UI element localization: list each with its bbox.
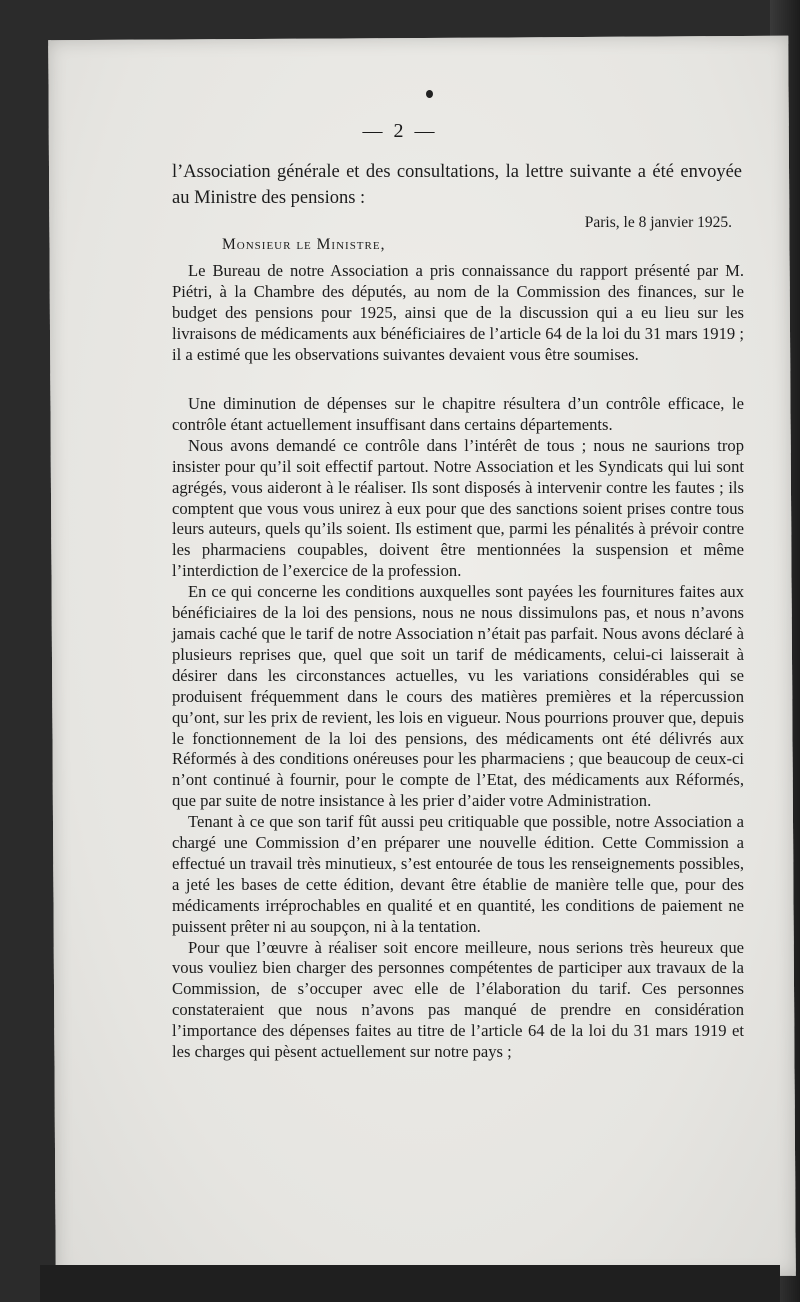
paragraph: En ce qui concerne les conditions auxquelles sont payées les fournitures faites aux bénéficiaires de la loi des pensions, nous ne nous dissimulons pas, et nous n’avons jamais caché que le tarif de notre Association n’était pas parfait. Nous avons déclaré à plusieurs reprises que, quel que soit un tarif de médicaments, celui-ci laisserait à désirer dans les circonstances actuelles, vu les variations considérables qui se produisent fréquemment dans le cours des matières premières et la répercussion qu’ont, sur les prix de revient, les lois en vigueur. Nous pourrions prouver que, depuis le fonctionnement de la loi des pensions, des médicaments ont été délivrés aux Réformés à des conditions onéreuses pour les pharmaciens ; que beaucoup de ceux-ci n’ont continué à fournir, pour le compte de l’Etat, des médicaments aux Réformés, que par suite de notre insistance à les prier d’aider votre Administration. bbox=[172, 582, 744, 811]
page-number: — 2 — bbox=[362, 120, 438, 142]
letter-body-second bbox=[172, 394, 744, 1063]
paragraph: Nous avons demandé ce contrôle dans l’intérêt de tous ; nous ne saurions trop insister pour qu’il soit effectif partout. Notre Association et les Syndicats qui lui sont agrégés, vous aideront à le réaliser. Ils sont disposés à intervenir contre les fautes ; ils comptent que vous vous unirez à eux pour que des sanctions soient prises contre tous leurs auteurs, quels qu’ils soient. Ils estiment que, parmi les pénalités à prévoir contre les pharmaciens coupables, doivent être mentionnées la suspension et même l’interdiction de l’exercice de la profession. bbox=[172, 435, 744, 581]
paragraph: Une diminution de dépenses sur le chapitre résultera d’un contrôle efficace, le contrôle étant actuellement insuffisant dans certains départements. bbox=[172, 394, 744, 434]
paragraph: Le Bureau de notre Association a pris connaissance du rapport présenté par M. Piétri, à la Chambre des députés, au nom de la Commission des finances, sur le budget des pensions pour 1925, ainsi que de la discussion qui a eu lieu sur les livraisons de médicaments aux bénéficiaires de l’article 64 de la loi du 31 mars 1919 ; il a estimé que les observations suivantes devaient vous être soumises. bbox=[172, 261, 744, 364]
letter-body-first bbox=[172, 261, 744, 366]
paragraph: Pour que l’œuvre à réaliser soit encore meilleure, nous serions très heureux que vous vouliez bien charger des personnes compétentes de participer aux travaux de la Commission, de s’occuper avec elle de l’élaboration du tarif. Ces personnes constateraient que nous n’avons pas manqué de prendre en considération l’importance des dépenses faites au titre de l’article 64 de la loi du 31 mars 1919 et les charges qui pèsent actuellement sur notre pays ; bbox=[172, 937, 744, 1062]
paragraph: Tenant à ce que son tarif fût aussi peu critiquable que possible, notre Association a chargé une Commission d’en préparer une nouvelle édition. Cette Commission a effectué un travail très minutieux, s’est entourée de tous les renseignements possibles, a jeté les bases de cette édition, devant être établie de manière telle que, pour des médicaments irréprochables en qualité et en quantité, les conditions de paiement ne puissent prêter ni au soupçon, ni à la tentation. bbox=[172, 812, 744, 936]
dateline: Paris, le 8 janvier 1925. bbox=[584, 214, 732, 231]
bullet-mark bbox=[426, 90, 433, 98]
salutation: Monsieur le Ministre, bbox=[222, 236, 386, 253]
scan-bottom-edge bbox=[40, 1265, 780, 1302]
lead-text: l’Association générale et des consultations, la lettre suivante a été envoyée au Ministre des pensions : bbox=[172, 162, 742, 208]
lead-paragraph bbox=[172, 159, 742, 211]
